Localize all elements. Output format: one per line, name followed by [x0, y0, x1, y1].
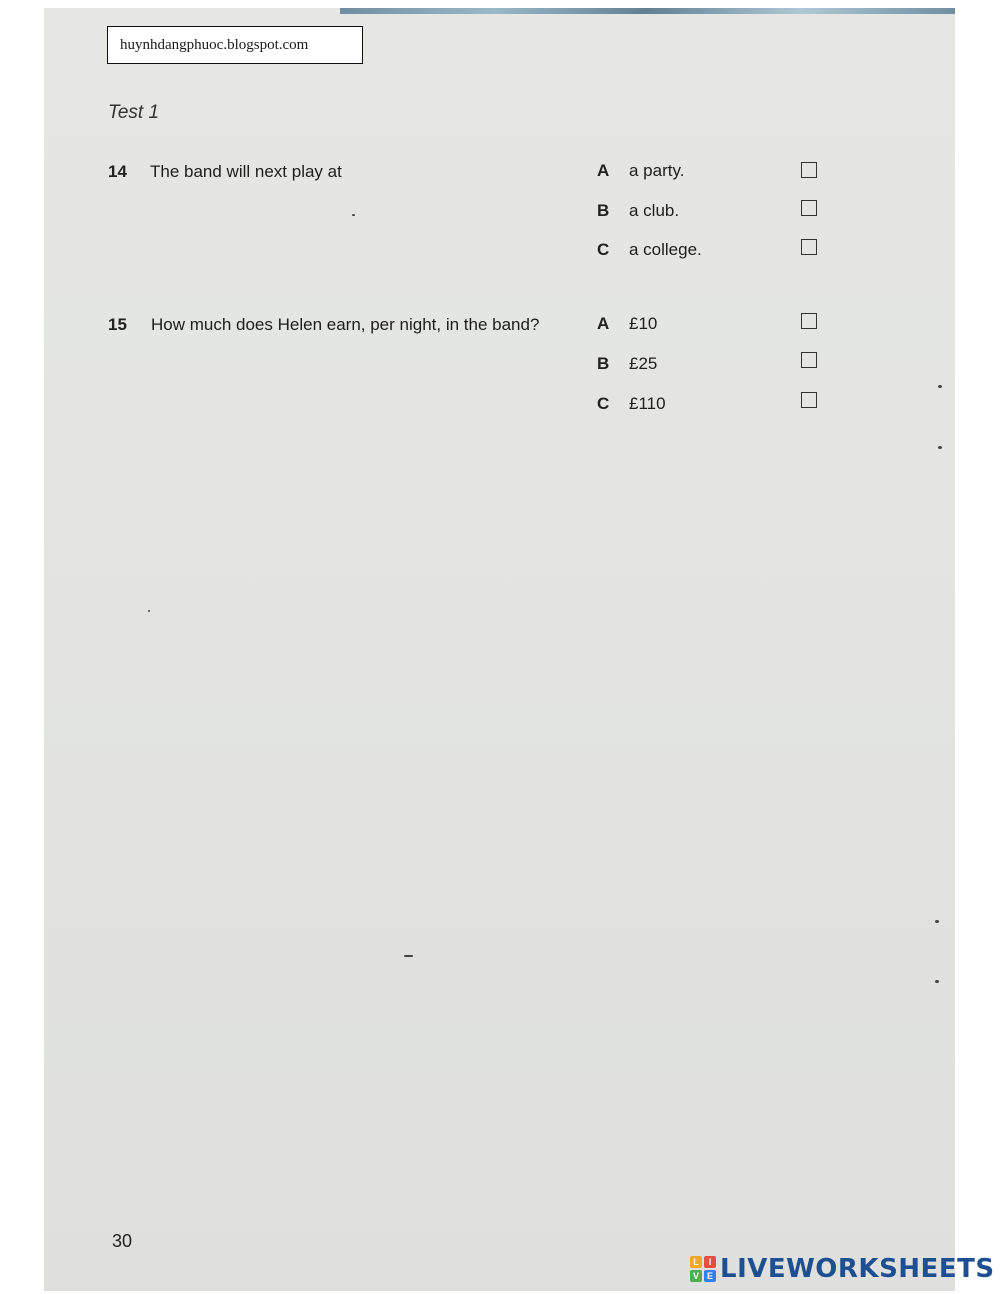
question-15-text: How much does Helen earn, per night, in the band?	[151, 315, 540, 334]
liveworksheets-brand	[690, 1253, 995, 1285]
liveworksheets-logo-icon	[690, 1256, 716, 1282]
question-14-number: 14	[108, 162, 127, 181]
question-15-option-c-letter: C	[597, 394, 610, 413]
book-cover-edge	[340, 8, 955, 14]
question-14-option-c-checkbox[interactable]	[801, 239, 817, 255]
scan-speck	[938, 446, 942, 449]
logo-tile-v: V	[690, 1270, 702, 1282]
blog-watermark	[107, 26, 363, 64]
scan-speck	[935, 980, 939, 983]
scan-speck	[352, 214, 355, 216]
liveworksheets-wordmark: LIVEWORKSHEETS	[720, 1254, 995, 1284]
scan-speck	[148, 610, 150, 612]
question-15-option-a-checkbox[interactable]	[801, 313, 817, 329]
question-14-option-a-text: a party.	[629, 161, 685, 180]
scan-speck	[935, 920, 939, 923]
question-15-number: 15	[108, 315, 127, 334]
worksheet-page	[44, 8, 955, 1291]
question-14-option-b-letter: B	[597, 201, 610, 220]
question-14-option-a-letter: A	[597, 161, 610, 180]
question-14-option-a-checkbox[interactable]	[801, 162, 817, 178]
question-15-option-b-checkbox[interactable]	[801, 352, 817, 368]
question-15-option-a-letter: A	[597, 314, 610, 333]
question-15-option-b-letter: B	[597, 354, 610, 373]
question-14-option-b-text: a club.	[629, 201, 680, 220]
question-14-text: The band will next play at	[150, 162, 342, 181]
logo-tile-i: I	[704, 1256, 716, 1268]
page-number: 30	[112, 1231, 133, 1251]
question-15-option-c-text: £110	[629, 394, 666, 413]
question-15-option-a-text: £10	[629, 314, 658, 333]
test-title: Test 1	[108, 102, 160, 123]
question-14-option-b-checkbox[interactable]	[801, 200, 817, 216]
question-15-option-c-checkbox[interactable]	[801, 392, 817, 408]
logo-tile-l: L	[690, 1256, 702, 1268]
logo-tile-e: E	[704, 1270, 716, 1282]
question-14-option-c-letter: C	[597, 240, 610, 259]
blog-watermark-text: huynhdangphuoc.blogspot.com	[120, 36, 309, 53]
scan-speck	[938, 385, 942, 388]
scan-speck	[404, 955, 413, 957]
question-15-option-b-text: £25	[629, 354, 658, 373]
question-14-option-c-text: a college.	[629, 240, 702, 259]
